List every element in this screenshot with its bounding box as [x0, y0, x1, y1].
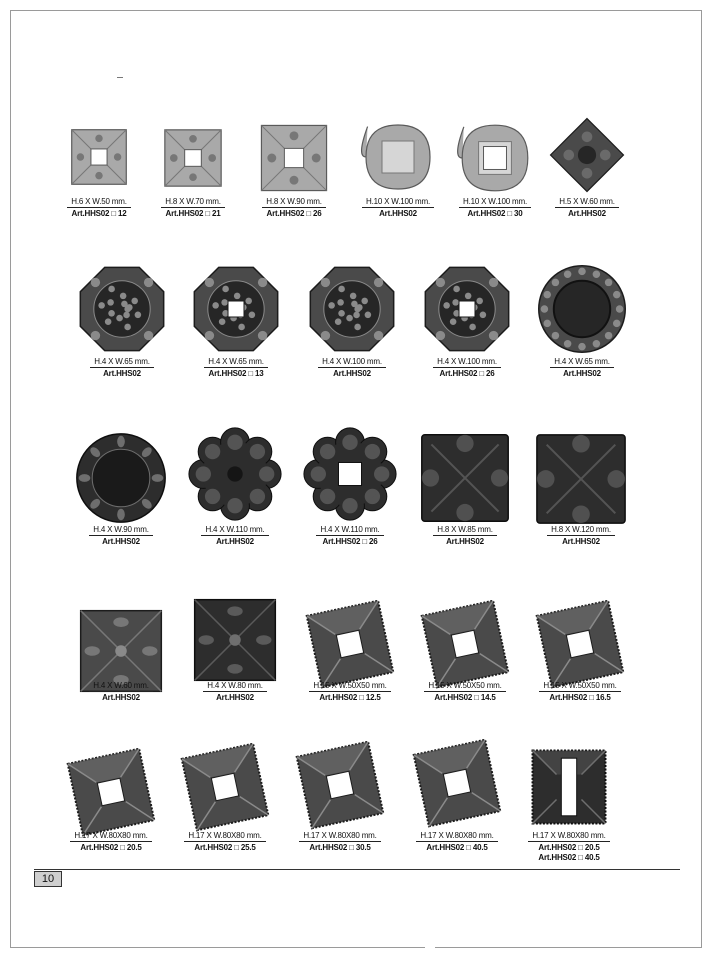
page-number: 10 — [34, 871, 62, 887]
article-code: Art.HHS02 — [562, 537, 600, 546]
article-code: Art.HHS02 — [333, 369, 371, 378]
dimensions-label: H.4 X W.65 mm. — [90, 357, 153, 368]
product-caption — [138, 197, 248, 218]
product-image — [532, 430, 630, 528]
dimensions-label: H.4 X W.90 mm. — [89, 525, 152, 536]
product-image — [257, 121, 331, 195]
product-item — [527, 262, 637, 378]
product-item — [66, 430, 176, 546]
product-image — [535, 262, 629, 356]
center-hole — [91, 149, 107, 165]
article-code: Art.HHS02 □ 12 — [71, 209, 127, 218]
dimensions-label: H.17 X W.80X80 mm. — [299, 831, 380, 842]
product-image — [177, 739, 273, 835]
product-item — [343, 117, 453, 218]
center-hole — [443, 769, 470, 796]
product-item — [180, 592, 290, 702]
product-image — [420, 262, 514, 356]
product-item — [532, 117, 642, 218]
product-image — [68, 126, 130, 188]
article-code: Art.HHS02 □ 26 — [266, 209, 322, 218]
article-code: Art.HHS02 — [216, 537, 254, 546]
product-image — [73, 430, 169, 526]
product-image — [409, 735, 505, 831]
article-code: Art.HHS02 □ 30.5 — [309, 843, 371, 852]
article-code: Art.HHS02 □ 13 — [208, 369, 264, 378]
center-hole — [326, 771, 353, 798]
product-item — [295, 596, 405, 702]
product-item — [181, 262, 291, 378]
product-caption — [295, 681, 405, 702]
center-hole — [185, 150, 202, 167]
product-item — [410, 430, 520, 546]
article-code: Art.HHS02 □ 16.5 — [549, 693, 611, 702]
product-image — [454, 117, 536, 199]
product-item — [170, 739, 280, 852]
article-code: Art.HHS02 — [379, 209, 417, 218]
dimensions-label: H.4 X W.110 mm. — [201, 525, 268, 536]
center-hole — [228, 301, 244, 317]
dimensions-label: H.15 X W.50X50 mm. — [309, 681, 390, 692]
center-hole — [484, 147, 507, 170]
center-hole — [284, 148, 303, 167]
product-item — [295, 426, 405, 546]
article-code: Art.HHS02 — [446, 537, 484, 546]
article-code: Art.HHS02 — [216, 693, 254, 702]
product-caption — [285, 831, 395, 852]
dimensions-label: H.17 X W.80X80 mm. — [70, 831, 151, 842]
dimensions-label: H.5 X W.60 mm. — [555, 197, 618, 208]
product-item — [514, 739, 624, 862]
product-caption — [514, 831, 624, 862]
product-image — [549, 117, 625, 193]
product-image — [292, 737, 388, 833]
dimensions-label: H.4 X W.100 mm. — [433, 357, 501, 368]
product-image — [302, 426, 398, 522]
product-item — [526, 430, 636, 546]
center-hole — [566, 630, 593, 657]
article-code: Art.HHS02 — [103, 369, 141, 378]
product-caption — [410, 525, 520, 546]
dimensions-label: H.15 X W.50X50 mm. — [424, 681, 505, 692]
dimensions-label: H.10 X W.100 mm. — [362, 197, 434, 208]
dimensions-label: H.8 X W.90 mm. — [262, 197, 325, 208]
dimensions-label: H.17 X W.80X80 mm. — [184, 831, 265, 842]
product-caption — [526, 525, 636, 546]
dimensions-label: H.10 X W.100 mm. — [459, 197, 531, 208]
footer-rule — [34, 869, 680, 870]
product-image — [532, 596, 628, 692]
product-item — [402, 735, 512, 852]
product-caption — [402, 831, 512, 852]
product-caption — [66, 681, 176, 702]
product-item — [239, 121, 349, 218]
article-code: Art.HHS02 □ 40.5 — [426, 843, 488, 852]
dimensions-label: H.6 X W.50 mm. — [67, 197, 130, 208]
dimensions-label: H.8 X W.85 mm. — [433, 525, 496, 536]
product-item — [297, 262, 407, 378]
product-caption — [181, 357, 291, 378]
article-code: Art.HHS02 — [563, 369, 601, 378]
product-image — [75, 262, 169, 356]
product-caption — [525, 681, 635, 702]
article-code: Art.HHS02 — [568, 209, 606, 218]
product-caption — [180, 681, 290, 702]
dimensions-label: H.4 X W.60 mm. — [89, 681, 152, 692]
product-image — [305, 262, 399, 356]
dimensions-label: H.4 X W.80 mm. — [203, 681, 266, 692]
product-caption — [170, 831, 280, 852]
product-image — [187, 426, 283, 522]
product-caption — [180, 525, 290, 546]
product-image — [417, 430, 513, 526]
product-image — [189, 262, 283, 356]
product-caption — [527, 357, 637, 378]
product-item — [67, 262, 177, 378]
product-caption — [67, 357, 177, 378]
product-image — [417, 596, 513, 692]
product-image — [187, 592, 283, 688]
dimensions-label: H.4 X W.65 mm. — [204, 357, 267, 368]
dimensions-label: H.8 X W.120 mm. — [547, 525, 615, 536]
article-code: Art.HHS02 □ 20.5 — [538, 843, 600, 852]
product-item — [138, 126, 248, 218]
product-item — [410, 596, 520, 702]
dimensions-label: H.15 X W.50X50 mm. — [539, 681, 620, 692]
product-caption — [412, 357, 522, 378]
article-code: Art.HHS02 □ 14.5 — [434, 693, 496, 702]
center-hole — [338, 462, 361, 485]
article-code: Art.HHS02 □ 12.5 — [319, 693, 381, 702]
article-code: Art.HHS02 □ 20.5 — [80, 843, 142, 852]
product-image — [358, 117, 438, 197]
article-code: Art.HHS02 □ 30 — [467, 209, 523, 218]
center-slot — [561, 758, 576, 816]
product-caption — [297, 357, 407, 378]
product-item — [412, 262, 522, 378]
article-code: Art.HHS02 □ 26 — [322, 537, 378, 546]
product-caption — [66, 525, 176, 546]
article-code: Art.HHS02 □ 21 — [165, 209, 221, 218]
product-item — [66, 603, 176, 702]
dimensions-label: H.17 X W.80X80 mm. — [528, 831, 609, 842]
product-caption — [343, 197, 453, 218]
center-hole — [97, 778, 124, 805]
product-item — [180, 426, 290, 546]
center-hole — [451, 630, 478, 657]
center-hole — [336, 630, 363, 657]
product-image — [521, 739, 617, 835]
dimensions-label: H.4 X W.110 mm. — [316, 525, 383, 536]
article-code: Art.HHS02 □ 25.5 — [194, 843, 256, 852]
dimensions-label: H.4 X W.100 mm. — [318, 357, 386, 368]
article-code: Art.HHS02 □ 26 — [439, 369, 495, 378]
product-image — [161, 126, 225, 190]
dimensions-label: H.8 X W.70 mm. — [161, 197, 224, 208]
article-code: Art.HHS02 — [102, 537, 140, 546]
product-caption — [239, 197, 349, 218]
center-hole — [211, 773, 238, 800]
article-code: Art.HHS02 □ 40.5 — [538, 853, 600, 862]
product-caption — [56, 831, 166, 852]
product-caption — [410, 681, 520, 702]
product-image — [302, 596, 398, 692]
product-image — [63, 744, 159, 840]
stray-mark — [117, 77, 123, 78]
product-item — [56, 744, 166, 852]
product-item — [525, 596, 635, 702]
dimensions-label: H.17 X W.80X80 mm. — [416, 831, 497, 842]
dimensions-label: H.4 X W.65 mm. — [550, 357, 613, 368]
center-hole — [459, 301, 475, 317]
product-caption — [532, 197, 642, 218]
product-caption — [295, 525, 405, 546]
product-item — [285, 737, 395, 852]
page-edge-mark — [425, 946, 435, 949]
article-code: Art.HHS02 — [102, 693, 140, 702]
